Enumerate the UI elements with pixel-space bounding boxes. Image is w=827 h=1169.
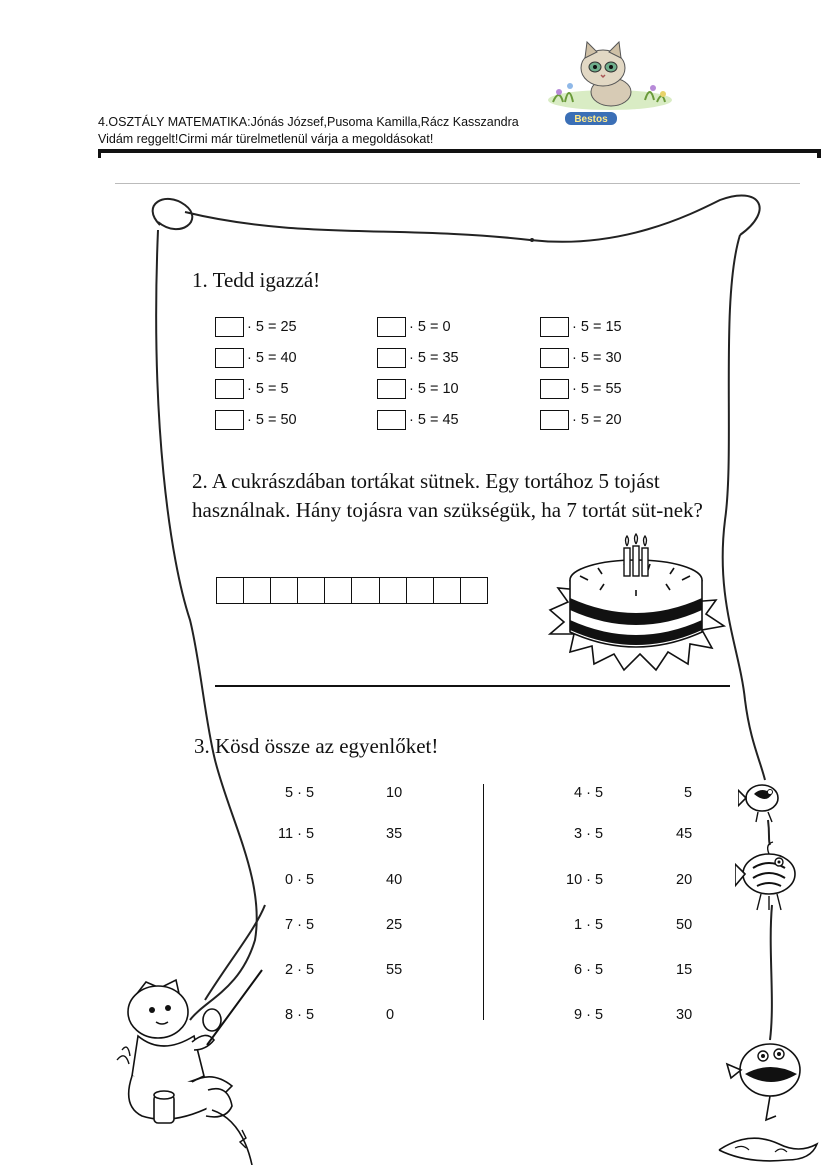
task1-equation [540, 377, 622, 401]
equation-text: · 5 = 35 [409, 350, 459, 366]
answer-cell[interactable] [434, 578, 461, 603]
answer-cell[interactable] [407, 578, 434, 603]
answer-box[interactable] [377, 348, 406, 368]
answer-cells-row[interactable] [216, 577, 488, 604]
match-value[interactable]: 0 [386, 1007, 395, 1023]
answer-cell[interactable] [380, 578, 407, 603]
match-expression[interactable]: 8 · 5 [285, 1007, 315, 1023]
answer-box[interactable] [540, 410, 569, 430]
match-expression[interactable]: 3 · 5 [574, 826, 604, 842]
fish-icon [715, 1030, 820, 1165]
equation-text: · 5 = 45 [409, 412, 459, 428]
equation-text: · 5 = 30 [572, 350, 622, 366]
answer-cell[interactable] [244, 578, 271, 603]
task1-equation [215, 346, 297, 370]
match-expression[interactable]: 10 · 5 [566, 872, 604, 888]
header-line-1: 4.OSZTÁLY MATEMATIKA:Jónás József,Pusoma Kamilla,Rácz Kasszandra [98, 115, 519, 129]
match-expression[interactable]: 2 · 5 [285, 962, 315, 978]
answer-box[interactable] [215, 348, 244, 368]
equation-text: · 5 = 55 [572, 381, 622, 397]
answer-cell[interactable] [271, 578, 298, 603]
match-value[interactable]: 20 [676, 872, 693, 888]
equation-text: · 5 = 40 [247, 350, 297, 366]
cake-illustration [540, 530, 730, 675]
answer-cell[interactable] [325, 578, 352, 603]
answer-box[interactable] [377, 379, 406, 399]
match-value[interactable]: 45 [676, 826, 693, 842]
match-expression[interactable]: 0 · 5 [285, 872, 315, 888]
task1-equation [215, 408, 297, 432]
logo-text: Bestos [574, 114, 608, 125]
task1-title: 1. Tedd igazzá! [192, 268, 321, 292]
task1-equation [377, 346, 459, 370]
match-value[interactable]: 50 [676, 917, 693, 933]
header-line-2: Vidám reggelt!Cirmi már türelmetlenül várja a megoldásokat! [98, 132, 434, 146]
match-value[interactable]: 15 [676, 962, 693, 978]
task1-equation [540, 346, 622, 370]
task2-title: 2. A cukrászdában tortákat sütnek. Egy tortához 5 tojást használnak. Hány tojásra van szükségük, ha 7 tortát süt-nek? [192, 469, 703, 522]
task1-equation [215, 377, 289, 401]
match-expression[interactable]: 11 · 5 [278, 826, 315, 842]
answer-box[interactable] [377, 317, 406, 337]
section-divider [215, 685, 730, 687]
answer-cell[interactable] [298, 578, 325, 603]
match-value[interactable]: 55 [386, 962, 403, 978]
task1-equation [377, 315, 451, 339]
answer-box[interactable] [540, 317, 569, 337]
answer-box[interactable] [540, 348, 569, 368]
answer-cell[interactable] [352, 578, 379, 603]
task1-equation [215, 315, 297, 339]
match-value[interactable]: 35 [386, 826, 403, 842]
match-expression[interactable]: 9 · 5 [574, 1007, 604, 1023]
match-expression[interactable]: 7 · 5 [285, 917, 315, 933]
answer-cell[interactable] [217, 578, 244, 603]
match-value[interactable]: 5 [684, 785, 693, 801]
fish-icon [738, 772, 786, 824]
fishing-boy-illustration [112, 950, 282, 1165]
equation-text: · 5 = 20 [572, 412, 622, 428]
fish-icon [735, 840, 803, 912]
task1-equation [540, 315, 622, 339]
task3-title: 3. Kösd össze az egyenlőket! [194, 734, 439, 758]
match-expression[interactable]: 5 · 5 [285, 785, 315, 801]
match-value[interactable]: 25 [386, 917, 403, 933]
answer-box[interactable] [377, 410, 406, 430]
column-separator [483, 784, 484, 1020]
match-value[interactable]: 30 [676, 1007, 693, 1023]
equation-text: · 5 = 25 [247, 319, 297, 335]
task1-equation [377, 377, 459, 401]
equation-text: · 5 = 5 [247, 381, 289, 397]
match-value[interactable]: 10 [386, 785, 403, 801]
answer-box[interactable] [215, 410, 244, 430]
answer-cell[interactable] [461, 578, 487, 603]
match-value[interactable]: 40 [386, 872, 403, 888]
equation-text: · 5 = 15 [572, 319, 622, 335]
equation-text: · 5 = 50 [247, 412, 297, 428]
equation-text: · 5 = 10 [409, 381, 459, 397]
equation-text: · 5 = 0 [409, 319, 451, 335]
answer-box[interactable] [215, 379, 244, 399]
match-expression[interactable]: 6 · 5 [574, 962, 604, 978]
match-expression[interactable]: 4 · 5 [574, 785, 604, 801]
match-expression[interactable]: 1 · 5 [574, 917, 604, 933]
answer-box[interactable] [540, 379, 569, 399]
answer-box[interactable] [215, 317, 244, 337]
task1-equation [377, 408, 459, 432]
task1-equation [540, 408, 622, 432]
